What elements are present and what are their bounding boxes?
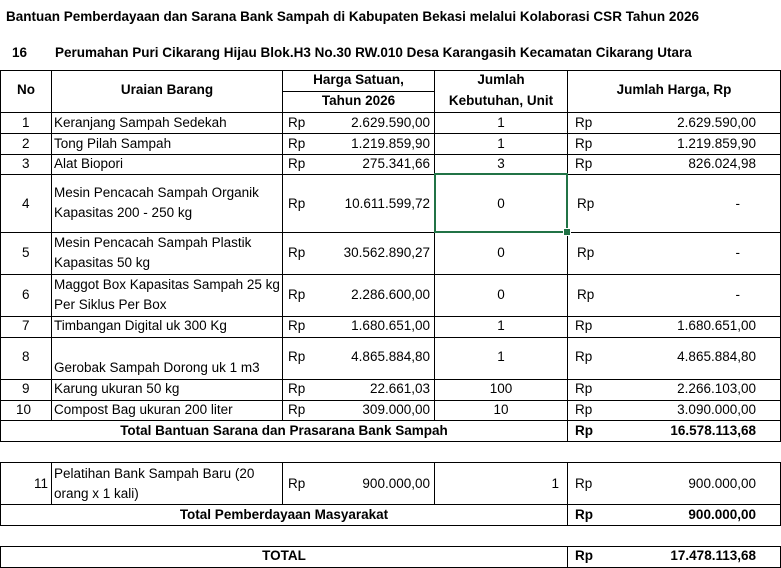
- row-total-currency[interactable]: Rp: [575, 136, 593, 151]
- row-price[interactable]: 2.286.600,00: [351, 287, 430, 302]
- row-item[interactable]: Mesin Pencacah Sampah Organik Kapasitas 200 - 250 kg: [54, 185, 259, 220]
- row-price-currency[interactable]: Rp: [288, 136, 306, 151]
- row-total[interactable]: 900.000,00: [688, 476, 756, 491]
- row-qty[interactable]: 10: [493, 402, 509, 417]
- subtotal-pemberdayaan-value[interactable]: 900.000,00: [688, 507, 756, 522]
- row-qty[interactable]: 1: [551, 476, 559, 491]
- row-price[interactable]: 900.000,00: [362, 476, 430, 491]
- header-unit-price-line2: Tahun 2026: [321, 93, 396, 108]
- row-price[interactable]: 2.629.590,00: [351, 115, 430, 130]
- row-qty[interactable]: 0: [497, 245, 505, 260]
- location-address: Perumahan Puri Cikarang Hijau Blok.H3 No.30 RW.010 Desa Karangasih Kecamatan Cikarang Utara: [55, 45, 692, 60]
- row-price-currency[interactable]: Rp: [288, 381, 306, 396]
- grand-total-value[interactable]: 17.478.113,68: [670, 548, 756, 563]
- row-qty[interactable]: 1: [497, 349, 505, 364]
- row-price[interactable]: 1.219.859,90: [351, 136, 430, 151]
- row-no[interactable]: 3: [22, 156, 30, 171]
- row-total[interactable]: 2.266.103,00: [677, 381, 756, 396]
- row-no[interactable]: 2: [22, 136, 30, 151]
- grand-total-label[interactable]: TOTAL: [262, 548, 306, 563]
- row-price-currency[interactable]: Rp: [288, 196, 306, 211]
- subtotal-pemberdayaan-label[interactable]: Total Pemberdayaan Masyarakat: [179, 507, 389, 522]
- row-price-currency[interactable]: Rp: [288, 349, 306, 364]
- row-price[interactable]: 4.865.884,80: [351, 349, 430, 364]
- row-qty[interactable]: 1: [497, 318, 505, 333]
- row-item[interactable]: Tong Pilah Sampah: [54, 136, 172, 151]
- row-total-currency[interactable]: Rp: [577, 245, 595, 260]
- row-price-currency[interactable]: Rp: [288, 115, 306, 130]
- row-total-currency[interactable]: Rp: [575, 476, 593, 491]
- row-no[interactable]: 10: [16, 402, 32, 417]
- row-price-currency[interactable]: Rp: [288, 245, 306, 260]
- row-total-currency[interactable]: Rp: [575, 381, 593, 396]
- fill-handle[interactable]: [563, 228, 571, 236]
- row-price[interactable]: 1.680.651,00: [351, 318, 430, 333]
- row-total[interactable]: -: [735, 245, 740, 260]
- subtotal-pemberdayaan-currency[interactable]: Rp: [575, 507, 593, 522]
- row-total-currency[interactable]: Rp: [575, 115, 593, 130]
- row-item[interactable]: Karung ukuran 50 kg: [54, 381, 180, 396]
- row-qty[interactable]: 3: [497, 156, 505, 171]
- row-no[interactable]: 1: [22, 115, 30, 130]
- row-no[interactable]: 11: [33, 476, 48, 491]
- row-item[interactable]: Gerobak Sampah Dorong uk 1 m3: [54, 360, 260, 375]
- row-total-currency[interactable]: Rp: [575, 156, 593, 171]
- row-total[interactable]: 4.865.884,80: [677, 349, 756, 364]
- row-price-currency[interactable]: Rp: [288, 476, 306, 491]
- row-qty[interactable]: 0: [497, 196, 505, 211]
- row-item[interactable]: Mesin Pencacah Sampah Plastik Kapasitas 50 kg: [54, 235, 252, 270]
- location-number: 16: [12, 45, 28, 60]
- row-total-currency[interactable]: Rp: [575, 402, 593, 417]
- row-total-currency[interactable]: Rp: [575, 349, 593, 364]
- row-total[interactable]: 3.090.000,00: [677, 402, 756, 417]
- header-qty-line1: Jumlah: [477, 72, 525, 87]
- row-total[interactable]: 826.024,98: [688, 156, 756, 171]
- row-item[interactable]: Timbangan Digital uk 300 Kg: [54, 318, 227, 333]
- row-no[interactable]: 5: [22, 245, 30, 260]
- row-total[interactable]: -: [735, 287, 740, 302]
- header-unit-price-line1: Harga Satuan,: [313, 72, 404, 87]
- row-total-currency[interactable]: Rp: [577, 287, 595, 302]
- header-item: Uraian Barang: [120, 82, 214, 97]
- row-total[interactable]: 2.629.590,00: [677, 115, 756, 130]
- header-total: Jumlah Harga, Rp: [616, 82, 732, 97]
- row-item[interactable]: Alat Biopori: [54, 156, 124, 171]
- subtotal-sarana-value[interactable]: 16.578.113,68: [670, 423, 756, 438]
- row-qty[interactable]: 0: [497, 287, 505, 302]
- row-no[interactable]: 6: [22, 287, 30, 302]
- sheet-title: Bantuan Pemberdayaan dan Sarana Bank Sampah di Kabupaten Bekasi melalui Kolaborasi CSR Tahun 2026: [6, 9, 699, 24]
- header-qty-line2: Kebutuhan, Unit: [448, 93, 554, 108]
- row-no[interactable]: 4: [22, 196, 30, 211]
- row-no[interactable]: 9: [22, 381, 30, 396]
- grand-total-currency[interactable]: Rp: [575, 548, 593, 563]
- row-total[interactable]: -: [735, 196, 740, 211]
- subtotal-sarana-currency[interactable]: Rp: [575, 423, 593, 438]
- row-price[interactable]: 309.000,00: [362, 402, 430, 417]
- row-total[interactable]: 1.219.859,90: [677, 136, 756, 151]
- row-no[interactable]: 7: [22, 318, 30, 333]
- row-price[interactable]: 10.611.599,72: [344, 196, 430, 211]
- row-item[interactable]: Pelatihan Bank Sampah Baru (20 orang x 1 kali): [54, 466, 255, 501]
- row-price-currency[interactable]: Rp: [288, 287, 306, 302]
- subtotal-sarana-label[interactable]: Total Bantuan Sarana dan Prasarana Bank Sampah: [120, 423, 448, 438]
- row-price-currency[interactable]: Rp: [288, 156, 306, 171]
- row-price[interactable]: 30.562.890,27: [343, 245, 430, 260]
- row-no[interactable]: 8: [22, 349, 30, 364]
- row-price-currency[interactable]: Rp: [288, 318, 306, 333]
- active-cell-selection[interactable]: [434, 173, 568, 233]
- row-total-currency[interactable]: Rp: [575, 318, 593, 333]
- row-total-currency[interactable]: Rp: [577, 196, 595, 211]
- row-price-currency[interactable]: Rp: [288, 402, 306, 417]
- row-qty[interactable]: 1: [497, 115, 505, 130]
- row-item[interactable]: Compost Bag ukuran 200 liter: [54, 402, 233, 417]
- row-item[interactable]: Maggot Box Kapasitas Sampah 25 kg Per Siklus Per Box: [54, 277, 280, 312]
- row-qty[interactable]: 100: [489, 381, 513, 396]
- row-qty[interactable]: 1: [497, 136, 505, 151]
- row-price[interactable]: 22.661,03: [369, 381, 430, 396]
- row-item[interactable]: Keranjang Sampah Sedekah: [54, 115, 227, 130]
- header-no: No: [17, 82, 35, 97]
- row-total[interactable]: 1.680.651,00: [677, 318, 756, 333]
- row-price[interactable]: 275.341,66: [362, 156, 430, 171]
